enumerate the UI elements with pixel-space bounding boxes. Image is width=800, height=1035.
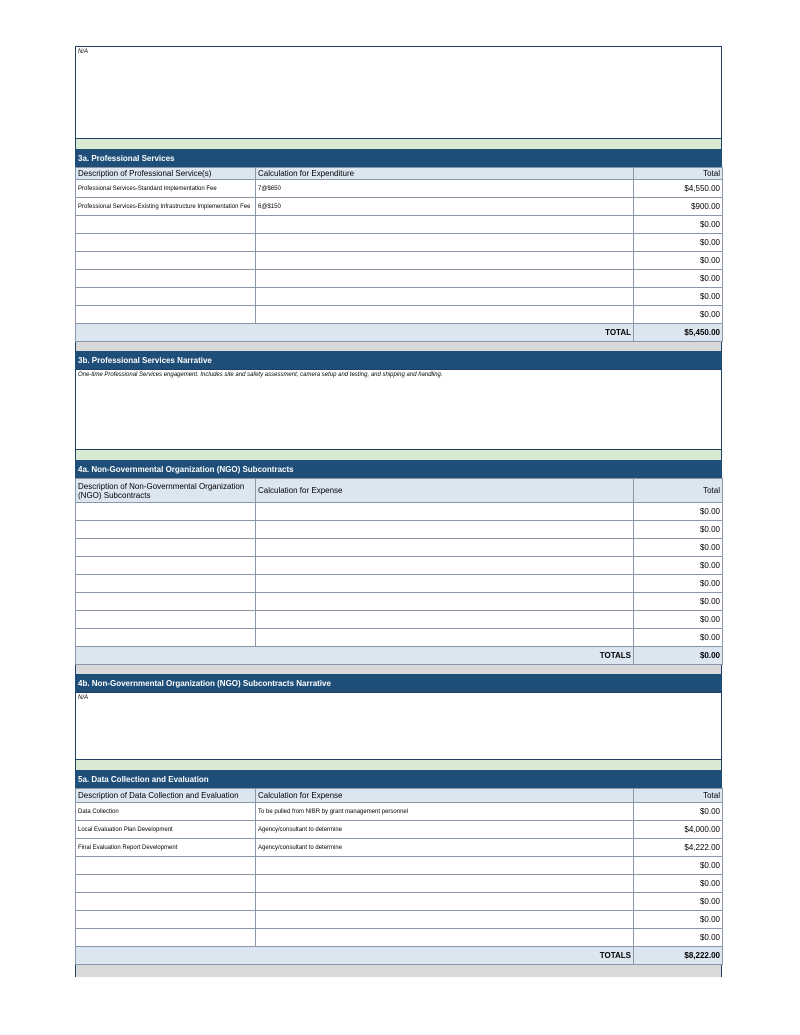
row-calculation-cell[interactable]: 6@$150 xyxy=(256,198,634,216)
row-description-cell[interactable]: Final Evaluation Report Development xyxy=(76,839,256,857)
section-3b-narrative-text: One-time Professional Services engagement. Includes site and safety assessment, camera setup and testing, and shipping and handling. xyxy=(78,372,443,378)
col-header-calculation: Calculation for Expenditure xyxy=(256,168,634,180)
row-total-cell[interactable]: $900.00 xyxy=(634,198,723,216)
row-total-cell[interactable]: $0.00 xyxy=(634,893,723,911)
section-4b-narrative-text: N/A xyxy=(78,695,89,701)
table-row xyxy=(76,198,723,216)
section-3a-total-label: TOTAL xyxy=(256,324,634,342)
row-calculation-cell[interactable] xyxy=(256,629,634,647)
row-total-cell[interactable]: $0.00 xyxy=(634,234,723,252)
row-total-cell[interactable]: $0.00 xyxy=(634,593,723,611)
row-total-cell[interactable]: $0.00 xyxy=(634,216,723,234)
col-header-total: Total xyxy=(634,168,723,180)
row-description-cell[interactable] xyxy=(76,911,256,929)
section-4a-total-value: $0.00 xyxy=(634,647,723,665)
row-total-cell[interactable]: $4,550.00 xyxy=(634,180,723,198)
col-header-total: Total xyxy=(634,479,723,503)
spacer-row xyxy=(75,665,722,674)
row-total-cell[interactable]: $0.00 xyxy=(634,557,723,575)
row-total-cell[interactable]: $0.00 xyxy=(634,306,723,324)
row-description-cell[interactable] xyxy=(76,611,256,629)
col-header-description: Description of Non-Governmental Organization (NGO) Subcontracts xyxy=(76,479,256,503)
col-header-calculation: Calculation for Expense xyxy=(256,479,634,503)
section-5a-total-value: $8,222.00 xyxy=(634,947,723,965)
row-description-cell[interactable] xyxy=(76,270,256,288)
row-description-cell[interactable] xyxy=(76,216,256,234)
row-description-cell[interactable] xyxy=(76,575,256,593)
row-calculation-cell[interactable] xyxy=(256,893,634,911)
table-row xyxy=(76,503,723,521)
section-4b-narrative-box[interactable] xyxy=(75,692,722,760)
section-3b-narrative-box[interactable] xyxy=(75,369,722,450)
row-calculation-cell[interactable]: To be pulled from NIBR by grant management personnel xyxy=(256,803,634,821)
row-calculation-cell[interactable] xyxy=(256,521,634,539)
row-total-cell[interactable]: $0.00 xyxy=(634,911,723,929)
table-row xyxy=(76,839,723,857)
row-total-cell[interactable]: $0.00 xyxy=(634,803,723,821)
row-calculation-cell[interactable] xyxy=(256,252,634,270)
row-total-cell[interactable]: $0.00 xyxy=(634,629,723,647)
row-calculation-cell[interactable]: Agency/consultant to determine xyxy=(256,821,634,839)
row-calculation-cell[interactable] xyxy=(256,929,634,947)
table-row xyxy=(76,611,723,629)
table-row xyxy=(76,857,723,875)
row-calculation-cell[interactable] xyxy=(256,539,634,557)
row-description-cell[interactable] xyxy=(76,539,256,557)
ngo-subcontracts-table xyxy=(75,478,723,665)
table-row xyxy=(76,893,723,911)
row-total-cell[interactable]: $0.00 xyxy=(634,575,723,593)
table-row xyxy=(76,521,723,539)
row-total-cell[interactable]: $0.00 xyxy=(634,521,723,539)
row-description-cell[interactable]: Professional Services-Standard Implementation Fee xyxy=(76,180,256,198)
section-3a-rows xyxy=(76,180,723,324)
row-description-cell[interactable] xyxy=(76,857,256,875)
row-total-cell[interactable]: $0.00 xyxy=(634,857,723,875)
row-description-cell[interactable] xyxy=(76,503,256,521)
table-row xyxy=(76,234,723,252)
table-row xyxy=(76,216,723,234)
row-calculation-cell[interactable] xyxy=(256,503,634,521)
section-5a-total-label: TOTALS xyxy=(256,947,634,965)
row-description-cell[interactable]: Professional Services-Existing Infrastructure Implementation Fee xyxy=(76,198,256,216)
table-row xyxy=(76,539,723,557)
budget-sheet xyxy=(75,46,722,977)
table-row xyxy=(76,629,723,647)
row-description-cell[interactable] xyxy=(76,252,256,270)
row-total-cell[interactable]: $4,222.00 xyxy=(634,839,723,857)
row-description-cell[interactable] xyxy=(76,893,256,911)
row-calculation-cell[interactable] xyxy=(256,611,634,629)
row-description-cell[interactable] xyxy=(76,306,256,324)
row-description-cell[interactable] xyxy=(76,593,256,611)
section-3a-total-value: $5,450.00 xyxy=(634,324,723,342)
spacer-row xyxy=(75,760,722,770)
section-3a-header: 3a. Professional Services xyxy=(75,149,722,167)
professional-services-table xyxy=(75,167,723,342)
row-total-cell[interactable]: $0.00 xyxy=(634,539,723,557)
table-row xyxy=(76,306,723,324)
row-calculation-cell[interactable] xyxy=(256,216,634,234)
row-calculation-cell[interactable] xyxy=(256,270,634,288)
table-row xyxy=(76,252,723,270)
table-row xyxy=(76,911,723,929)
row-total-cell[interactable]: $0.00 xyxy=(634,875,723,893)
row-calculation-cell[interactable] xyxy=(256,911,634,929)
row-calculation-cell[interactable] xyxy=(256,857,634,875)
row-total-cell[interactable]: $0.00 xyxy=(634,929,723,947)
row-calculation-cell[interactable] xyxy=(256,288,634,306)
row-total-cell[interactable]: $0.00 xyxy=(634,503,723,521)
row-total-cell[interactable]: $0.00 xyxy=(634,288,723,306)
row-calculation-cell[interactable] xyxy=(256,593,634,611)
row-calculation-cell[interactable]: 7@$650 xyxy=(256,180,634,198)
row-calculation-cell[interactable] xyxy=(256,875,634,893)
table-row xyxy=(76,557,723,575)
table-row xyxy=(76,821,723,839)
table-row xyxy=(76,575,723,593)
top-narrative-box[interactable] xyxy=(75,46,722,139)
table-row xyxy=(76,593,723,611)
table-row xyxy=(76,180,723,198)
section-4a-total-label: TOTALS xyxy=(256,647,634,665)
table-row xyxy=(76,803,723,821)
row-description-cell[interactable] xyxy=(76,557,256,575)
row-total-cell[interactable]: $0.00 xyxy=(634,252,723,270)
col-header-description: Description of Data Collection and Evaluation xyxy=(76,789,256,803)
data-collection-table xyxy=(75,788,723,965)
section-4a-header: 4a. Non-Governmental Organization (NGO) Subcontracts xyxy=(75,460,722,478)
top-narrative-text: N/A xyxy=(78,49,89,55)
col-header-calculation: Calculation for Expense xyxy=(256,789,634,803)
section-5a-rows xyxy=(76,803,723,947)
row-description-cell[interactable] xyxy=(76,875,256,893)
section-3b-header: 3b. Professional Services Narrative xyxy=(75,351,722,369)
table-row xyxy=(76,875,723,893)
row-description-cell[interactable] xyxy=(76,629,256,647)
spacer-row xyxy=(75,139,722,149)
row-description-cell[interactable] xyxy=(76,521,256,539)
col-header-description: Description of Professional Service(s) xyxy=(76,168,256,180)
spacer-row xyxy=(75,965,722,977)
row-calculation-cell[interactable] xyxy=(256,234,634,252)
row-calculation-cell[interactable]: Agency/consultant to determine xyxy=(256,839,634,857)
table-row xyxy=(76,929,723,947)
row-calculation-cell[interactable] xyxy=(256,575,634,593)
spacer-row xyxy=(75,342,722,351)
spacer-row xyxy=(75,450,722,460)
table-row xyxy=(76,288,723,306)
row-description-cell[interactable] xyxy=(76,288,256,306)
row-calculation-cell[interactable] xyxy=(256,557,634,575)
section-5a-header: 5a. Data Collection and Evaluation xyxy=(75,770,722,788)
table-row xyxy=(76,270,723,288)
row-total-cell[interactable]: $0.00 xyxy=(634,270,723,288)
section-4a-rows xyxy=(76,503,723,647)
row-description-cell[interactable]: Local Evaluation Plan Development xyxy=(76,821,256,839)
row-total-cell[interactable]: $0.00 xyxy=(634,611,723,629)
row-description-cell[interactable] xyxy=(76,234,256,252)
col-header-total: Total xyxy=(634,789,723,803)
row-calculation-cell[interactable] xyxy=(256,306,634,324)
row-description-cell[interactable]: Data Collection xyxy=(76,803,256,821)
row-total-cell[interactable]: $4,000.00 xyxy=(634,821,723,839)
section-4b-header: 4b. Non-Governmental Organization (NGO) Subcontracts Narrative xyxy=(75,674,722,692)
row-description-cell[interactable] xyxy=(76,929,256,947)
